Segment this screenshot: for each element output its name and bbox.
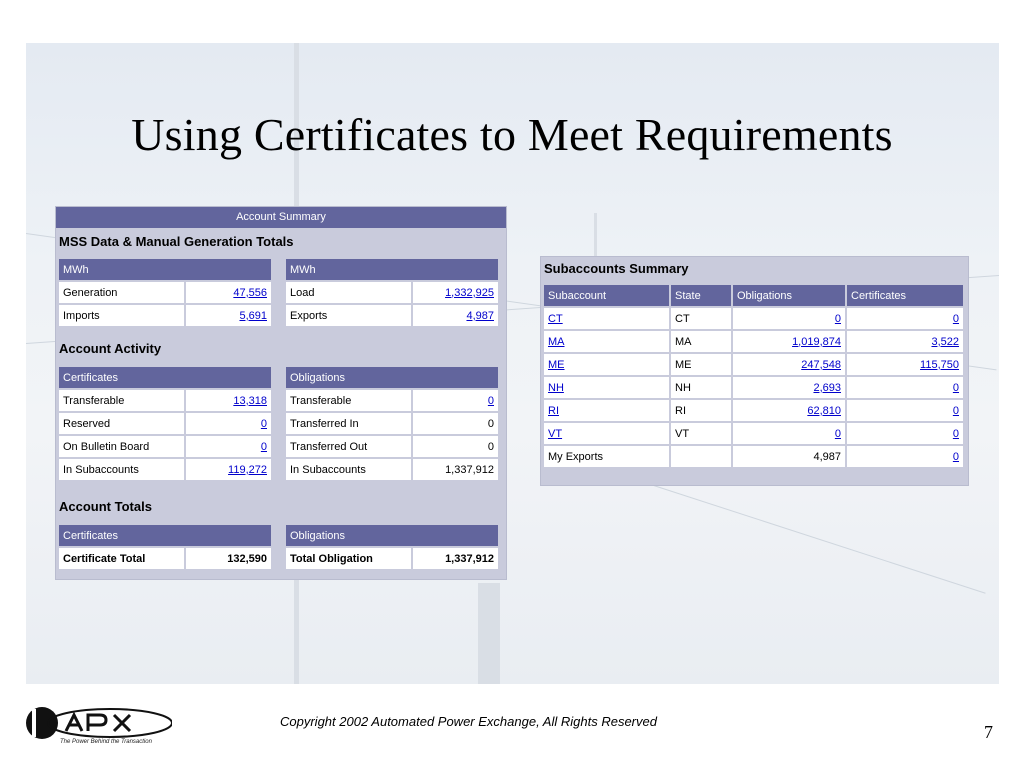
subaccounts-summary-panel bbox=[540, 256, 969, 486]
imports-value-link[interactable]: 5,691 bbox=[186, 305, 271, 326]
my-exports-label: My Exports bbox=[544, 446, 669, 467]
activity-section-title: Account Activity bbox=[59, 341, 162, 356]
state-cell bbox=[671, 446, 731, 467]
certificate-total-value: 132,590 bbox=[186, 548, 271, 569]
obl-transferable-label: Transferable bbox=[286, 390, 411, 411]
page-number: 7 bbox=[984, 722, 993, 742]
subaccount-link-nh[interactable]: NH bbox=[544, 377, 669, 398]
obligations-link[interactable]: 0 bbox=[733, 423, 845, 444]
mss-left-header: MWh bbox=[59, 259, 271, 280]
mss-right-table bbox=[284, 257, 500, 328]
certificates-link[interactable]: 0 bbox=[847, 308, 963, 329]
col-certificates-header: Certificates bbox=[847, 285, 963, 306]
obligations-link[interactable]: 0 bbox=[733, 308, 845, 329]
col-obligations-header: Obligations bbox=[733, 285, 845, 306]
mss-left-table bbox=[57, 257, 273, 328]
totals-certificates-header: Certificates bbox=[59, 525, 271, 546]
cert-bulletin-link[interactable]: 0 bbox=[186, 436, 271, 457]
subaccount-link-me[interactable]: ME bbox=[544, 354, 669, 375]
total-obligation-label: Total Obligation bbox=[286, 548, 411, 569]
table-row bbox=[544, 331, 963, 352]
table-row bbox=[544, 377, 963, 398]
account-summary-header: Account Summary bbox=[56, 207, 506, 228]
certificates-link[interactable]: 0 bbox=[847, 423, 963, 444]
logo-tagline: The Power Behind the Transaction bbox=[60, 739, 152, 745]
load-value-link[interactable]: 1,332,925 bbox=[413, 282, 498, 303]
totals-obligations-header: Obligations bbox=[286, 525, 498, 546]
obl-subaccounts-value: 1,337,912 bbox=[413, 459, 498, 480]
totals-left-table bbox=[57, 523, 273, 571]
my-exports-certificates-link[interactable]: 0 bbox=[847, 446, 963, 467]
table-row bbox=[544, 308, 963, 329]
total-obligation-value: 1,337,912 bbox=[413, 548, 498, 569]
cert-reserved-link[interactable]: 0 bbox=[186, 413, 271, 434]
obl-transferred-out-value: 0 bbox=[413, 436, 498, 457]
certificates-link[interactable]: 0 bbox=[847, 377, 963, 398]
subaccounts-title: Subaccounts Summary bbox=[544, 261, 689, 276]
state-cell: VT bbox=[671, 423, 731, 444]
table-row bbox=[544, 354, 963, 375]
cert-bulletin-label: On Bulletin Board bbox=[59, 436, 184, 457]
obligations-link[interactable]: 247,548 bbox=[733, 354, 845, 375]
obl-transferred-out-label: Transferred Out bbox=[286, 436, 411, 457]
totals-right-table bbox=[284, 523, 500, 571]
subaccounts-table bbox=[542, 283, 965, 469]
activity-obligations-header: Obligations bbox=[286, 367, 498, 388]
mss-right-header: MWh bbox=[286, 259, 498, 280]
activity-left-table bbox=[57, 365, 273, 482]
cert-subaccounts-link[interactable]: 119,272 bbox=[186, 459, 271, 480]
obl-transferred-in-value: 0 bbox=[413, 413, 498, 434]
state-cell: MA bbox=[671, 331, 731, 352]
apx-logo-mark bbox=[22, 706, 172, 740]
account-summary-panel bbox=[55, 206, 507, 580]
col-subaccount-header: Subaccount bbox=[544, 285, 669, 306]
background-pole bbox=[478, 583, 500, 684]
state-cell: CT bbox=[671, 308, 731, 329]
subaccount-link-ri[interactable]: RI bbox=[544, 400, 669, 421]
certificates-link[interactable]: 3,522 bbox=[847, 331, 963, 352]
subaccount-link-vt[interactable]: VT bbox=[544, 423, 669, 444]
activity-right-table bbox=[284, 365, 500, 482]
cert-reserved-label: Reserved bbox=[59, 413, 184, 434]
certificates-link[interactable]: 115,750 bbox=[847, 354, 963, 375]
obl-subaccounts-label: In Subaccounts bbox=[286, 459, 411, 480]
table-row bbox=[544, 400, 963, 421]
state-cell: ME bbox=[671, 354, 731, 375]
copyright-text: Copyright 2002 Automated Power Exchange, All Rights Reserved bbox=[280, 714, 657, 729]
certificate-total-label: Certificate Total bbox=[59, 548, 184, 569]
mss-section-title: MSS Data & Manual Generation Totals bbox=[59, 234, 294, 249]
state-cell: NH bbox=[671, 377, 731, 398]
totals-section-title: Account Totals bbox=[59, 499, 152, 514]
state-cell: RI bbox=[671, 400, 731, 421]
my-exports-obligations: 4,987 bbox=[733, 446, 845, 467]
obligations-link[interactable]: 2,693 bbox=[733, 377, 845, 398]
imports-label: Imports bbox=[59, 305, 184, 326]
subaccount-link-ma[interactable]: MA bbox=[544, 331, 669, 352]
cert-transferable-link[interactable]: 13,318 bbox=[186, 390, 271, 411]
obligations-link[interactable]: 1,019,874 bbox=[733, 331, 845, 352]
activity-certificates-header: Certificates bbox=[59, 367, 271, 388]
subaccount-link-ct[interactable]: CT bbox=[544, 308, 669, 329]
obligations-link[interactable]: 62,810 bbox=[733, 400, 845, 421]
exports-label: Exports bbox=[286, 305, 411, 326]
cert-subaccounts-label: In Subaccounts bbox=[59, 459, 184, 480]
obl-transferred-in-label: Transferred In bbox=[286, 413, 411, 434]
table-row bbox=[544, 423, 963, 444]
table-row bbox=[544, 446, 963, 467]
generation-label: Generation bbox=[59, 282, 184, 303]
exports-value-link[interactable]: 4,987 bbox=[413, 305, 498, 326]
apx-logo bbox=[22, 706, 172, 750]
generation-value-link[interactable]: 47,556 bbox=[186, 282, 271, 303]
obl-transferable-link[interactable]: 0 bbox=[413, 390, 498, 411]
slide-title: Using Certificates to Meet Requirements bbox=[131, 109, 893, 160]
col-state-header: State bbox=[671, 285, 731, 306]
cert-transferable-label: Transferable bbox=[59, 390, 184, 411]
load-label: Load bbox=[286, 282, 411, 303]
certificates-link[interactable]: 0 bbox=[847, 400, 963, 421]
